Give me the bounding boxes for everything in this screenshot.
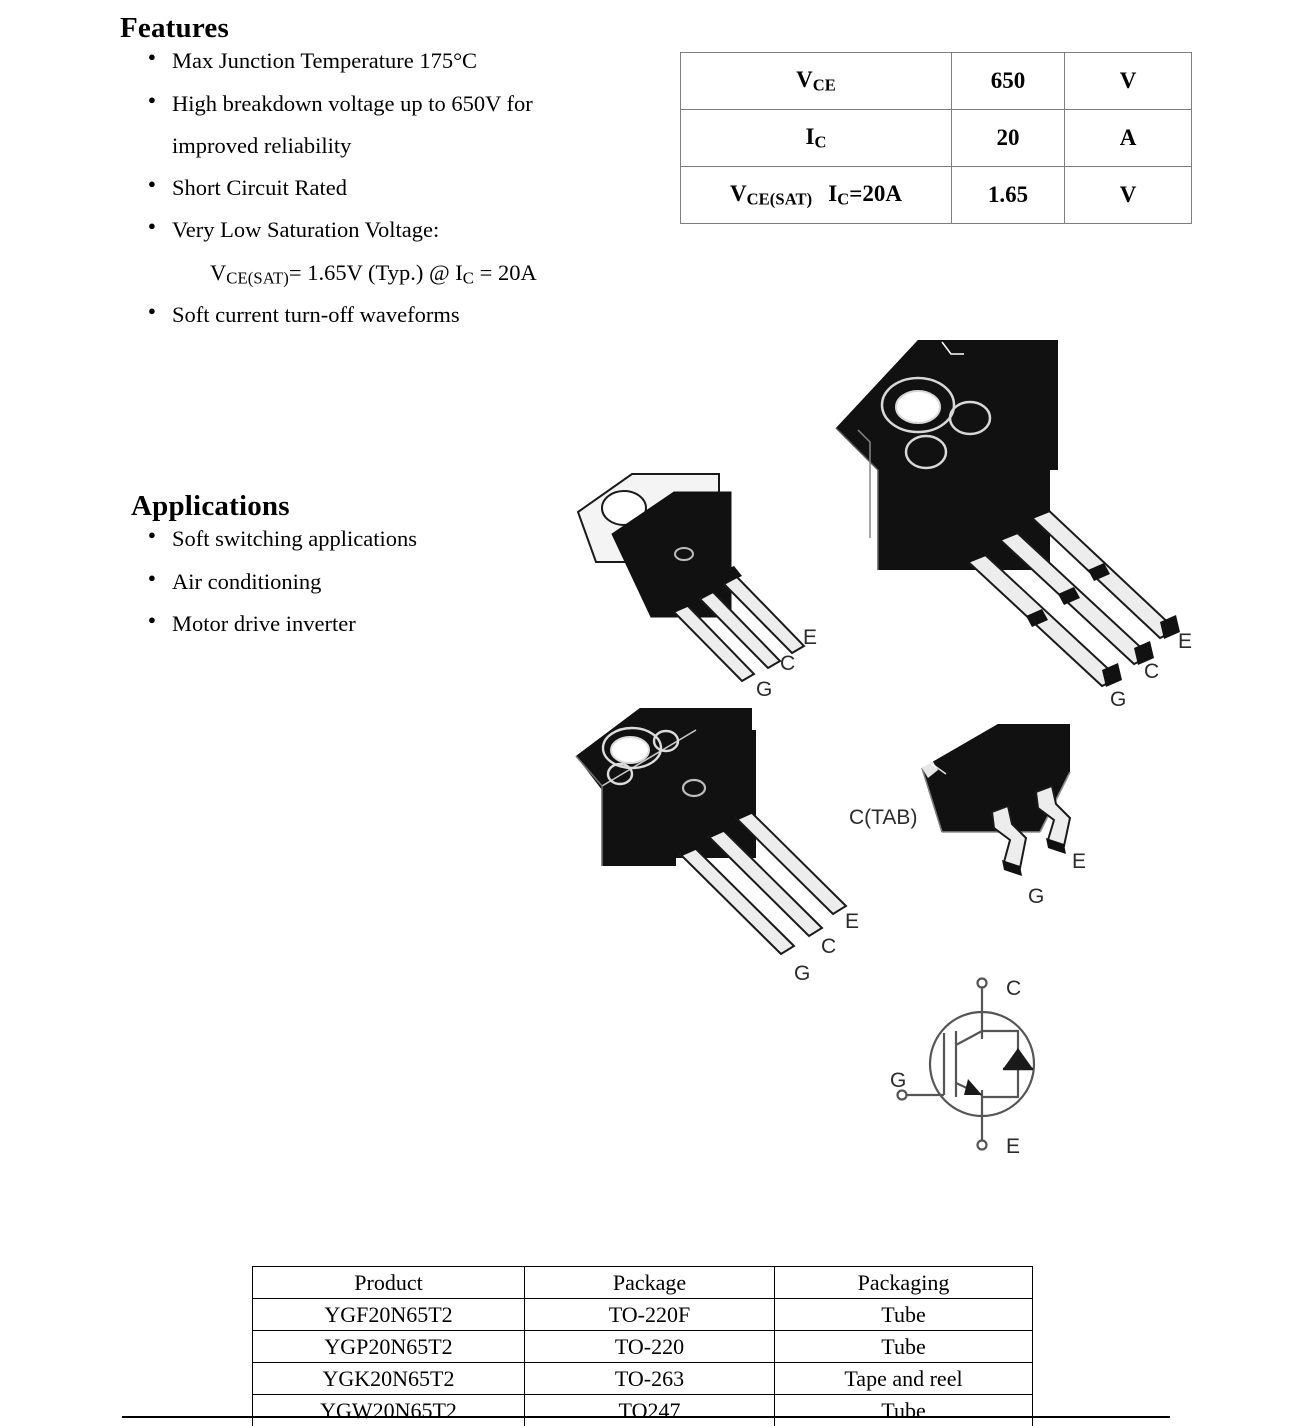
- to220-pin-e: E: [803, 626, 818, 649]
- to220f-pin-e: E: [845, 910, 860, 933]
- table-row: [681, 110, 1192, 167]
- symbol-label-g: G: [890, 1069, 907, 1092]
- igbt-schematic-symbol: [890, 975, 1075, 1153]
- table-row: [253, 1331, 1033, 1363]
- to220f-pin-c: C: [821, 935, 837, 958]
- igbt-symbol-svg: [890, 975, 1075, 1153]
- spec-parameter: [681, 53, 952, 110]
- spec-param-sub: CE(SAT): [746, 189, 813, 209]
- feature-item: ● Soft current turn-off waveforms: [148, 304, 668, 327]
- to220-pin-c: C: [780, 652, 796, 675]
- spec-param-sub: C: [814, 132, 827, 152]
- cell-packaging: Tube: [775, 1395, 1033, 1426]
- to247-pin-e: E: [1178, 630, 1193, 653]
- cell-packaging: Tape and reel: [775, 1363, 1033, 1395]
- cell-product: YGF20N65T2: [253, 1299, 525, 1331]
- feature-item: ● Very Low Saturation Voltage:: [148, 219, 668, 242]
- column-header-package: Package: [525, 1267, 775, 1299]
- column-header-packaging: Packaging: [775, 1267, 1033, 1299]
- feature-item: ● Short Circuit Rated: [148, 177, 668, 200]
- feature-item: ● High breakdown voltage up to 650V for: [148, 93, 668, 116]
- spec-value: 1.65: [952, 167, 1065, 224]
- equation-i-subscript: C: [462, 268, 474, 288]
- to263-pin-g: G: [1028, 885, 1045, 908]
- symbol-label-e: E: [1006, 1135, 1021, 1153]
- product-ordering-table: [252, 1266, 1033, 1426]
- feature-equation: [148, 259, 668, 288]
- table-row: [681, 53, 1192, 110]
- specification-table: [680, 52, 1192, 224]
- to263-pin-e: E: [1072, 850, 1087, 873]
- spec-param-sub: CE: [812, 75, 836, 95]
- feature-item-continuation: improved reliability: [172, 133, 352, 158]
- cell-product: YGP20N65T2: [253, 1331, 525, 1363]
- to247-pin-g: G: [1110, 688, 1127, 711]
- package-drawing-to263: [849, 720, 1160, 920]
- equation-v: V: [210, 259, 227, 285]
- spec-condition-sub: C: [837, 189, 850, 209]
- to220f-svg: [556, 698, 896, 983]
- equation-middle: = 1.65V (Typ.) @ I: [288, 259, 463, 285]
- spec-param-main: V: [796, 66, 813, 92]
- applications-list: [148, 528, 568, 656]
- to263-svg: [880, 720, 1160, 920]
- spec-unit: A: [1065, 110, 1192, 167]
- cell-product: YGW20N65T2: [253, 1395, 525, 1426]
- spec-unit: V: [1065, 167, 1192, 224]
- spec-condition-tail: =20A: [849, 180, 903, 206]
- table-row: [253, 1363, 1033, 1395]
- spec-param-main: V: [729, 180, 747, 206]
- table-row: [681, 167, 1192, 224]
- equation-tail: = 20A: [474, 259, 537, 285]
- application-item: ● Motor drive inverter: [148, 613, 568, 636]
- table-row: [253, 1299, 1033, 1331]
- cell-package: TO-263: [525, 1363, 775, 1395]
- spec-condition-main: I: [828, 180, 838, 206]
- application-item: ● Air conditioning: [148, 571, 568, 594]
- feature-item: ● Max Junction Temperature 175°C: [148, 50, 668, 73]
- column-header-product: Product: [253, 1267, 525, 1299]
- cell-package: TO-220F: [525, 1299, 775, 1331]
- spec-param-main: I: [805, 123, 815, 149]
- equation-v-subscript: CE(SAT): [226, 268, 289, 288]
- table-header-row: [253, 1267, 1033, 1299]
- spec-value: 650: [952, 53, 1065, 110]
- footer-divider: [122, 1416, 1170, 1418]
- to220f-pin-g: G: [794, 962, 811, 985]
- symbol-label-c: C: [1006, 977, 1022, 1000]
- to247-pin-c: C: [1144, 660, 1160, 683]
- to263-pin-ctab: C(TAB): [849, 806, 918, 829]
- cell-packaging: Tube: [775, 1299, 1033, 1331]
- application-item: ● Soft switching applications: [148, 528, 568, 551]
- cell-packaging: Tube: [775, 1331, 1033, 1363]
- cell-product: YGK20N65T2: [253, 1363, 525, 1395]
- cell-package: TO247: [525, 1395, 775, 1426]
- spec-parameter: [681, 167, 952, 224]
- to220-pin-g: G: [756, 678, 773, 701]
- spec-parameter: [681, 110, 952, 167]
- spec-value: 20: [952, 110, 1065, 167]
- applications-heading: Applications: [131, 490, 290, 522]
- features-list: [148, 50, 668, 346]
- spec-unit: V: [1065, 53, 1192, 110]
- features-heading: Features: [120, 12, 229, 44]
- package-drawing-to247: [818, 330, 1218, 722]
- table-row: [253, 1395, 1033, 1426]
- cell-package: TO-220: [525, 1331, 775, 1363]
- package-drawing-to220f: [556, 698, 896, 983]
